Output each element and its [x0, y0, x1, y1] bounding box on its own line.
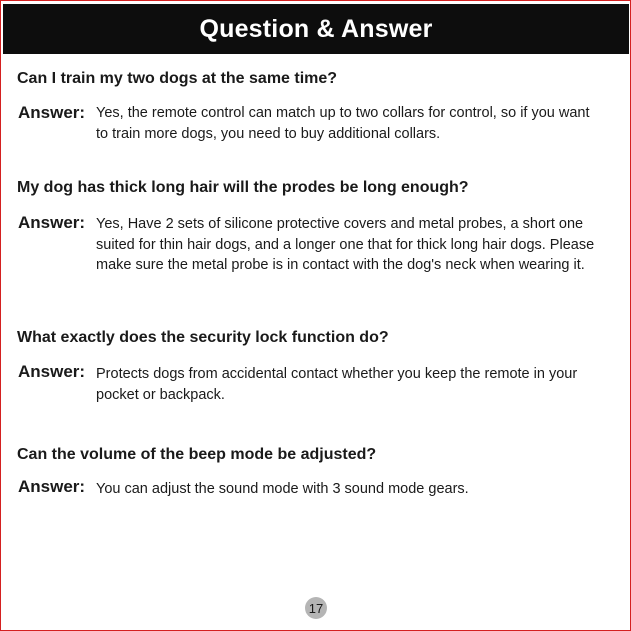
- page-number: 17: [305, 597, 327, 619]
- question-2: My dog has thick long hair will the prodes be long enough?: [17, 179, 469, 196]
- answer-label-3: Answer:: [18, 362, 86, 381]
- answer-text-3: Protects dogs from accidental contact whether you keep the remote in your pocket or backpack.: [96, 366, 578, 403]
- question-4: Can the volume of the beep mode be adjusted?: [17, 446, 377, 463]
- page-title: Question & Answer: [3, 4, 629, 54]
- question-1: Can I train my two dogs at the same time?: [17, 70, 338, 87]
- answer-text-4: You can adjust the sound mode with 3 sound mode gears.: [96, 481, 469, 497]
- answer-label-1: Answer:: [18, 103, 86, 122]
- answer-label-4: Answer:: [18, 477, 86, 496]
- answer-label-2: Answer:: [18, 213, 86, 232]
- question-3: What exactly does the security lock function do?: [17, 329, 389, 346]
- answer-text-1: Yes, the remote control can match up to two collars for control, so if you want to train more dogs, you need to buy additional collars.: [96, 105, 590, 142]
- answer-text-2: Yes, Have 2 sets of silicone protective covers and metal probes, a short one suited for thin hair dogs, and a longer one that for thick long hair dogs. Please make sure the metal probe is in contact with the dog's neck when wearing it.: [96, 216, 595, 273]
